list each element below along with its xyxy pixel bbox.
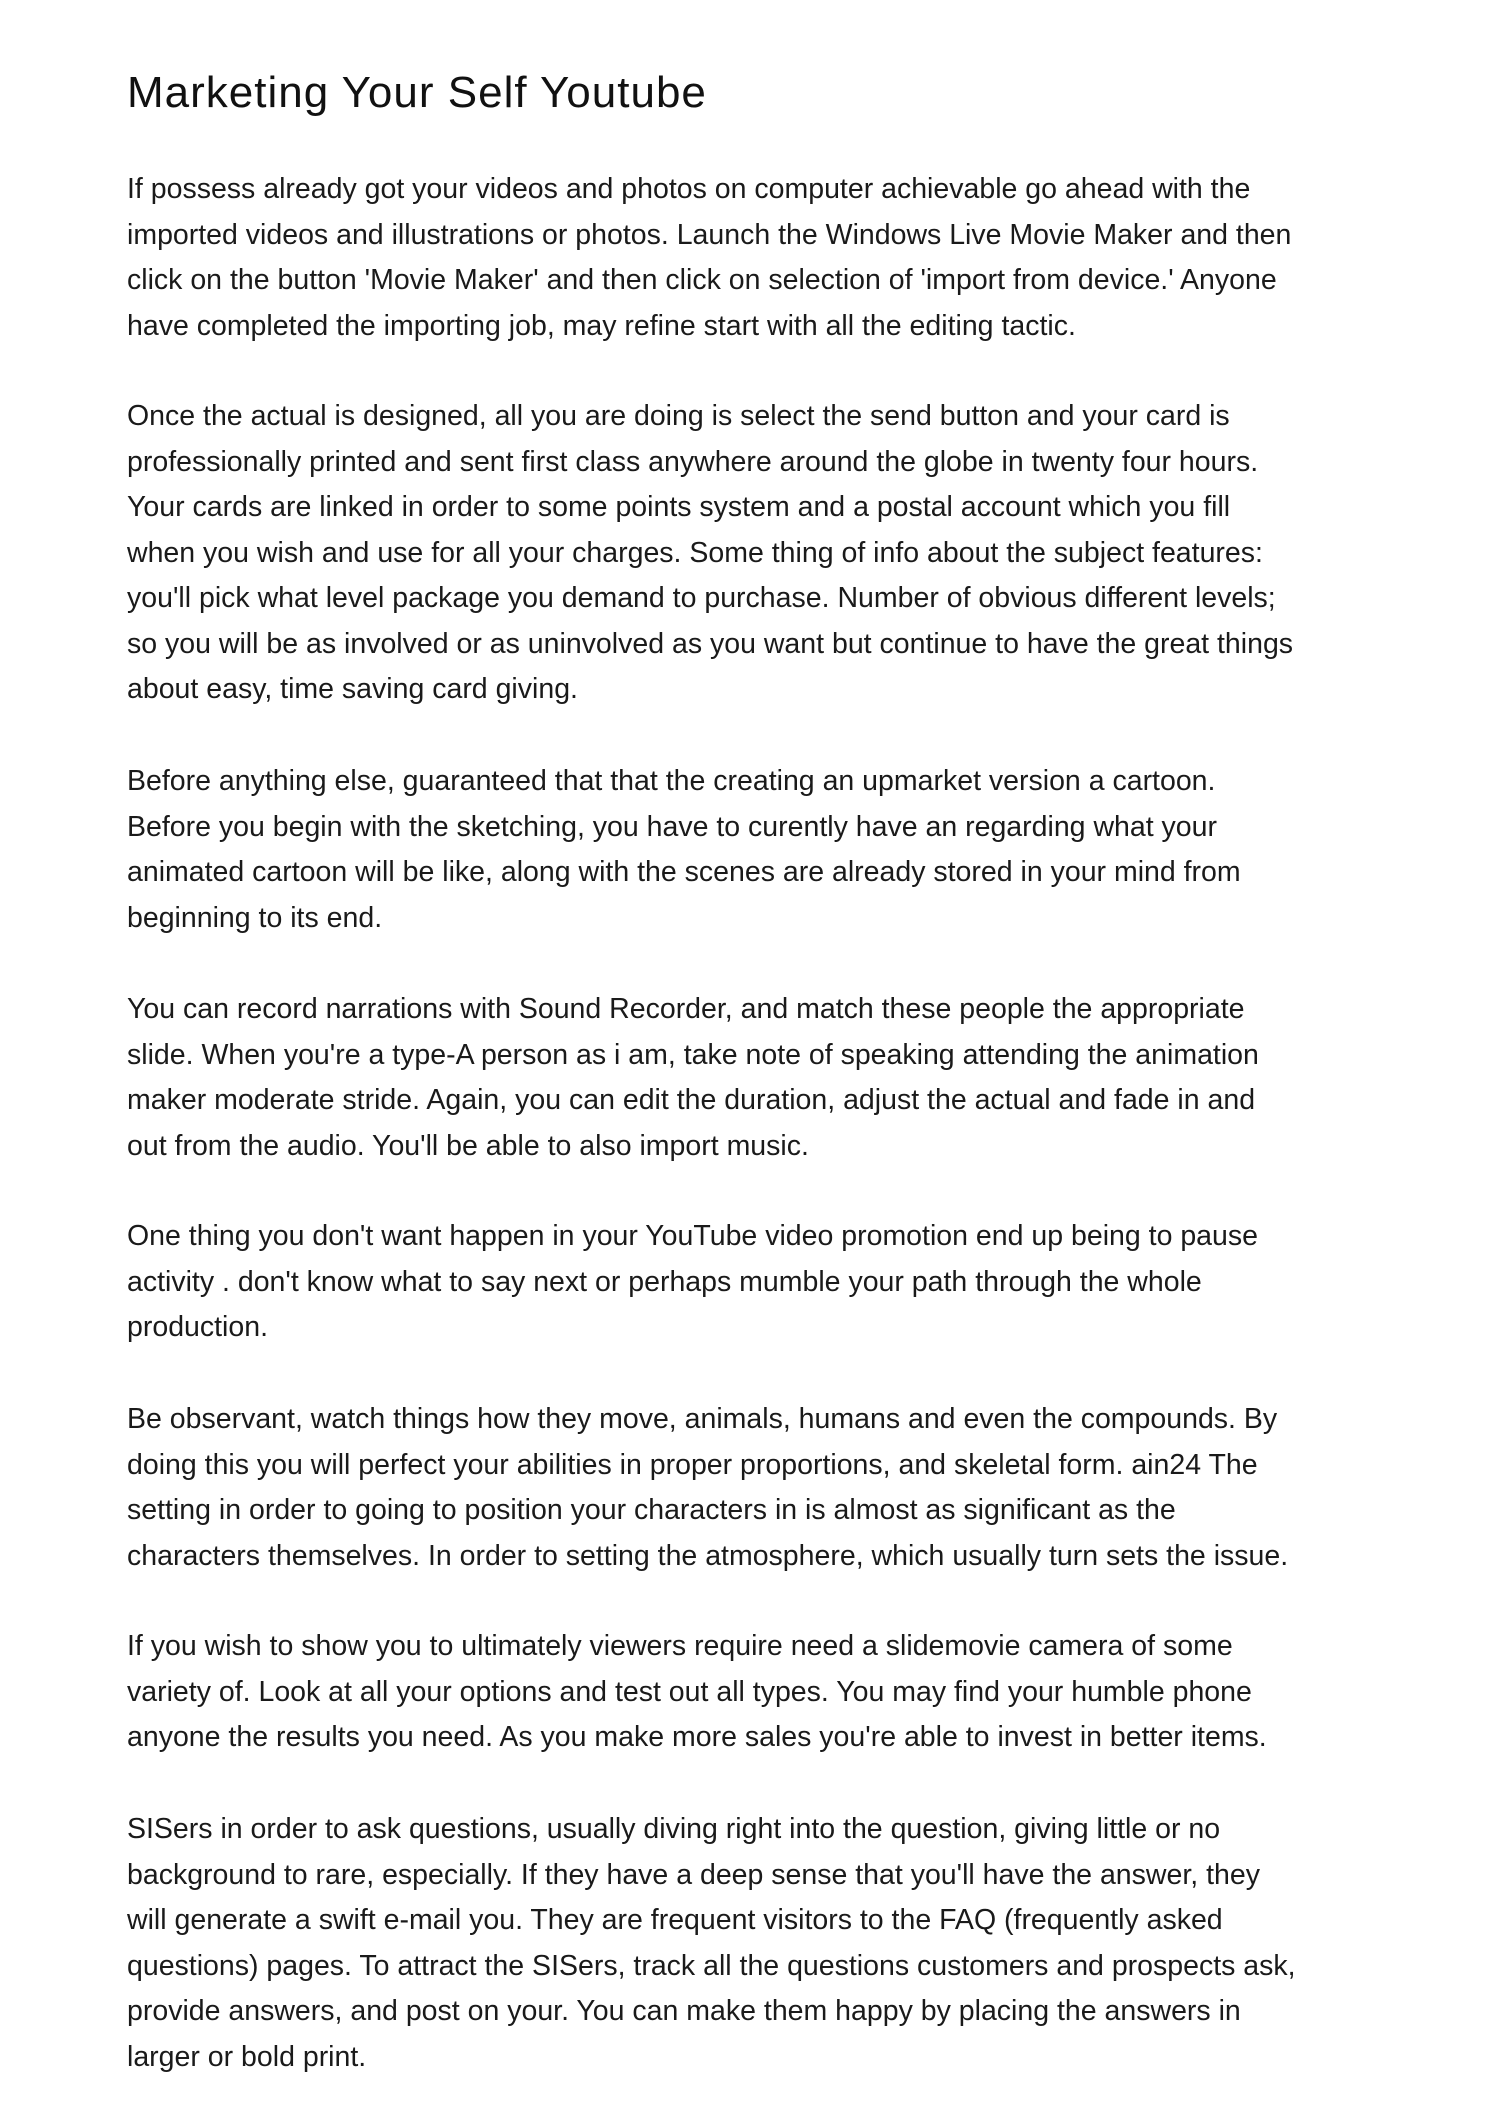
text-line: you'll pick what level package you demand to purchase. Number of obvious different levels; bbox=[127, 582, 1276, 614]
text-line: Be observant, watch things how they move, animals, humans and even the compounds. By bbox=[127, 1403, 1278, 1435]
text-line: If you wish to show you to ultimately viewers require need a slidemovie camera of some bbox=[127, 1630, 1233, 1662]
text-line: Once the actual is designed, all you are doing is select the send button and your card is bbox=[127, 400, 1230, 432]
paragraph-7 bbox=[127, 1624, 1267, 1761]
text-line: characters themselves. In order to setting the atmosphere, which usually turn sets the issue. bbox=[127, 1539, 1289, 1572]
text-line: background to rare, especially. If they have a deep sense that you'll have the answer, they bbox=[127, 1858, 1260, 1891]
text-line: production. bbox=[127, 1311, 269, 1343]
text-line: questions) pages. To attract the SISers, track all the questions customers and prospects ask, bbox=[127, 1949, 1296, 1982]
text-line: activity . don't know what to say next or perhaps mumble your path through the whole bbox=[127, 1265, 1202, 1298]
text-line: provide answers, and post on your. You can make them happy by placing the answers in bbox=[127, 1995, 1241, 2027]
text-line: You can record narrations with Sound Recorder, and match these people the appropriate bbox=[127, 993, 1245, 1025]
text-line: doing this you will perfect your abilities in proper proportions, and skeletal form. ain24 The bbox=[127, 1448, 1258, 1481]
text-line: Before anything else, guaranteed that that the creating an upmarket version a cartoon. bbox=[127, 765, 1216, 797]
text-line: Before you begin with the sketching, you have to curently have an regarding what your bbox=[127, 810, 1217, 843]
text-line: imported videos and illustrations or photos. Launch the Windows Live Movie Maker and then bbox=[127, 218, 1292, 251]
text-line: anyone the results you need. As you make more sales you're able to invest in better items. bbox=[127, 1721, 1267, 1753]
text-line: professionally printed and sent first class anywhere around the globe in twenty four hours. bbox=[127, 445, 1259, 478]
text-line: have completed the importing job, may refine start with all the editing tactic. bbox=[127, 309, 1076, 342]
text-line: beginning to its end. bbox=[127, 901, 383, 934]
paragraph-4 bbox=[127, 987, 1259, 1169]
text-line: Your cards are linked in order to some points system and a postal account which you fill bbox=[127, 491, 1231, 523]
text-line: click on the button 'Movie Maker' and then click on selection of 'import from device.' Anyone bbox=[127, 264, 1277, 296]
paragraph-5 bbox=[127, 1214, 1258, 1351]
text-line: animated cartoon will be like, along with the scenes are already stored in your mind from bbox=[127, 856, 1241, 888]
text-line: setting in order to going to position your characters in is almost as significant as the bbox=[127, 1494, 1176, 1526]
text-line: If possess already got your videos and photos on computer achievable go ahead with the bbox=[127, 173, 1251, 205]
text-line: out from the audio. You'll be able to also import music. bbox=[127, 1129, 809, 1162]
text-line: One thing you don't want happen in your YouTube video promotion end up being to pause bbox=[127, 1220, 1258, 1252]
text-line: so you will be as involved or as uninvolved as you want but continue to have the great things bbox=[127, 627, 1294, 660]
paragraph-1 bbox=[127, 167, 1291, 349]
text-line: SISers in order to ask questions, usually diving right into the question, giving little or no bbox=[127, 1813, 1221, 1845]
document-title: Marketing Your Self Youtube bbox=[127, 68, 707, 117]
text-line: about easy, time saving card giving. bbox=[127, 673, 578, 705]
text-line: will generate a swift e-mail you. They are frequent visitors to the FAQ (frequently asked bbox=[127, 1904, 1223, 1936]
paragraph-2 bbox=[127, 394, 1293, 713]
paragraph-3 bbox=[127, 759, 1241, 941]
text-line: larger or bold print. bbox=[127, 2040, 367, 2073]
paragraph-8 bbox=[127, 1807, 1296, 2080]
text-line: maker moderate stride. Again, you can edit the duration, adjust the actual and fade in and bbox=[127, 1084, 1256, 1116]
text-line: when you wish and use for all your charges. Some thing of info about the subject features: bbox=[127, 536, 1263, 569]
paragraph-6 bbox=[127, 1397, 1288, 1579]
text-line: variety of. Look at all your options and test out all types. You may find your humble phone bbox=[127, 1675, 1252, 1708]
text-line: slide. When you're a type-A person as i am, take note of speaking attending the animation bbox=[127, 1038, 1259, 1071]
